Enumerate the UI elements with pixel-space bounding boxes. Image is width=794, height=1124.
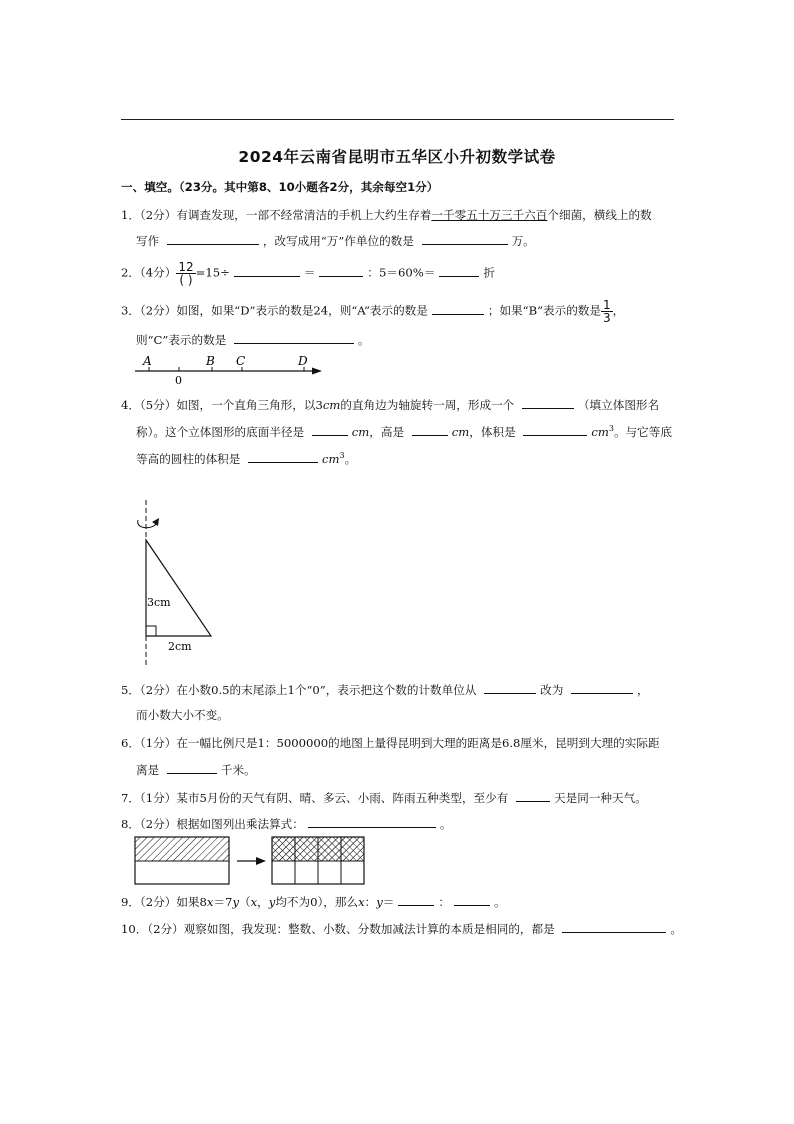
q1-unit: 万。 bbox=[511, 234, 535, 248]
unit-cube-exp: 3 bbox=[608, 424, 614, 433]
answer-blank[interactable] bbox=[248, 450, 318, 463]
q4-text-7: 。与它等底 bbox=[613, 424, 672, 439]
answer-blank[interactable] bbox=[308, 815, 436, 828]
q8-period: 。 bbox=[439, 817, 452, 831]
q4-text-2: 的直角边为轴旋转一周，形成一个 bbox=[340, 398, 515, 412]
multiplication-figure bbox=[134, 836, 374, 886]
answer-blank[interactable] bbox=[523, 423, 587, 436]
q9-text-3: （ bbox=[239, 895, 251, 909]
q9-colon-2: ： bbox=[438, 895, 450, 909]
q7-text: 7．（1分）某市5月份的天气有阴、晴、多云、小雨、阵雨五种类型，至少有 bbox=[121, 791, 509, 805]
answer-blank[interactable] bbox=[234, 264, 300, 277]
answer-blank[interactable] bbox=[454, 893, 490, 906]
q8-text: 8．（2分）根据如图列出乘法算式： bbox=[121, 817, 304, 831]
page-title: 2024年云南省昆明市五华区小升初数学试卷 bbox=[238, 148, 556, 166]
q2-text: =15÷ bbox=[195, 265, 230, 280]
q1-text-3: ，改写成用“万”作单位的数是 bbox=[262, 234, 414, 248]
question-1-line-2 bbox=[136, 232, 535, 249]
q5-comma: ， bbox=[637, 683, 649, 697]
answer-blank[interactable] bbox=[439, 264, 479, 277]
q4-text-4: 称）。这个立体图形的底面半径是 bbox=[136, 424, 305, 439]
right-arrow-icon bbox=[256, 857, 266, 865]
label-3cm: 3cm bbox=[147, 596, 171, 609]
question-5-line-1 bbox=[121, 681, 649, 698]
label-b: B bbox=[206, 354, 215, 368]
answer-blank[interactable] bbox=[398, 893, 434, 906]
question-6-line-2 bbox=[136, 761, 256, 778]
unit-cm: cm bbox=[322, 398, 341, 412]
answer-blank[interactable] bbox=[234, 331, 354, 344]
question-10 bbox=[121, 920, 682, 937]
q4-period: 。 bbox=[344, 451, 357, 466]
q4-text-5: ，高是 bbox=[369, 424, 405, 439]
unit-cm: cm bbox=[451, 424, 470, 439]
q2-fraction bbox=[176, 261, 195, 286]
q2-unit: 折 bbox=[483, 265, 495, 280]
q3-comma: ， bbox=[612, 303, 625, 318]
q7-text-2: 天是同一种天气。 bbox=[554, 791, 647, 805]
unit-cm: cm bbox=[351, 424, 370, 439]
var-x: x bbox=[206, 895, 214, 909]
question-2 bbox=[121, 261, 495, 286]
q1-underlined-number: 一千零五十万三千六百 bbox=[431, 208, 548, 222]
number-line bbox=[130, 350, 330, 390]
q10-period: 。 bbox=[670, 922, 683, 936]
q9-text-2: ＝7 bbox=[213, 895, 233, 909]
var-y: y bbox=[268, 895, 276, 909]
answer-blank[interactable] bbox=[562, 920, 666, 933]
answer-blank[interactable] bbox=[571, 681, 633, 694]
question-4-line-3 bbox=[136, 448, 356, 467]
label-zero: 0 bbox=[175, 374, 182, 387]
q4-text: 4．（5分）如图，一个直角三角形，以3 bbox=[121, 398, 323, 412]
answer-blank[interactable] bbox=[412, 423, 448, 436]
var-y: y bbox=[232, 895, 239, 909]
q4-text-8: 等高的圆柱的体积是 bbox=[136, 451, 241, 466]
q1-text-2: 个细菌，横线上的数 bbox=[547, 208, 652, 222]
number-line-arrow bbox=[312, 368, 322, 375]
shaded-part bbox=[135, 837, 229, 861]
answer-blank[interactable] bbox=[167, 232, 259, 245]
q2-text-2: ：5＝60%＝ bbox=[367, 265, 436, 280]
question-5-line-2: 而小数大小不变。 bbox=[136, 708, 229, 722]
q5-text-2: 改为 bbox=[540, 683, 564, 697]
q2-numerator: 12 bbox=[178, 260, 194, 274]
q9-period: 。 bbox=[494, 895, 506, 909]
question-7 bbox=[121, 789, 647, 806]
q2-label: 2．（4分） bbox=[121, 265, 177, 280]
q4-text-3: （填立体图形名 bbox=[577, 398, 660, 412]
q3-text-3: 则“C”表示的数是 bbox=[136, 333, 227, 347]
q3-numerator: 1 bbox=[602, 298, 611, 312]
answer-blank[interactable] bbox=[312, 423, 348, 436]
q3-text: 3．（2分）如图，如果“D”表示的数是24，则“A”表示的数是 bbox=[121, 303, 428, 318]
answer-blank[interactable] bbox=[484, 681, 536, 694]
answer-blank[interactable] bbox=[319, 264, 363, 277]
label-c: C bbox=[236, 354, 246, 368]
right-triangle bbox=[146, 540, 211, 636]
q9-colon: ： bbox=[364, 895, 377, 909]
triangle-figure bbox=[125, 498, 225, 670]
q3-fraction bbox=[601, 299, 613, 324]
question-6-line-1: 6．（1分）在一幅比例尺是1：5000000的地图上量得昆明到大理的距离是6.8厘米，昆明到大理的实际距 bbox=[121, 736, 660, 750]
question-3-line-1 bbox=[121, 299, 624, 324]
answer-blank[interactable] bbox=[516, 789, 550, 802]
q9-equals: ＝ bbox=[382, 895, 395, 909]
var-y: y bbox=[376, 895, 383, 909]
q1-write-label: 写作 bbox=[136, 234, 160, 248]
unit-cm: cm bbox=[591, 424, 609, 439]
q3-text-2: ；如果“B”表示的数是 bbox=[487, 303, 601, 318]
answer-blank[interactable] bbox=[522, 396, 574, 409]
q9-text: 9．（2分）如果8 bbox=[121, 895, 207, 909]
q3-denominator: 3 bbox=[602, 311, 611, 325]
label-a: A bbox=[143, 354, 152, 368]
right-angle-mark bbox=[146, 626, 156, 636]
q9-text-4: ， bbox=[257, 895, 269, 909]
question-1-line-1 bbox=[121, 207, 652, 223]
q2-equals: ＝ bbox=[303, 265, 316, 280]
q10-text: 10．（2分）观察如图，我发现：整数、小数、分数加减法计算的本质是相同的，都是 bbox=[121, 922, 555, 936]
unit-cube-exp: 3 bbox=[339, 451, 345, 460]
q6-unit: 千米。 bbox=[220, 763, 256, 777]
question-4-line-1 bbox=[121, 396, 659, 413]
section-heading: 一、填空。（23分。其中第8、10小题各2分，其余每空1分） bbox=[121, 180, 439, 194]
q9-text-5: 均不为0），那么 bbox=[275, 895, 359, 909]
q3-period: 。 bbox=[357, 333, 370, 347]
label-d: D bbox=[298, 354, 308, 368]
q6-text: 离是 bbox=[136, 763, 160, 777]
var-x: x bbox=[358, 895, 365, 909]
question-4-line-2 bbox=[136, 421, 672, 440]
answer-blank[interactable] bbox=[167, 761, 217, 774]
q1-text: 1．（2分）有调查发现，一部不经常清洁的手机上大约生存着 bbox=[121, 208, 432, 222]
answer-blank[interactable] bbox=[432, 302, 484, 315]
q4-text-6: ，体积是 bbox=[469, 424, 516, 439]
var-x: x bbox=[250, 895, 258, 909]
question-8 bbox=[121, 815, 451, 832]
header-rule bbox=[121, 119, 674, 120]
question-3-line-2 bbox=[136, 331, 370, 348]
q5-text: 5．（2分）在小数0.5的末尾添上1个“0”，表示把这个数的计数单位从 bbox=[121, 683, 477, 697]
answer-blank[interactable] bbox=[422, 232, 508, 245]
question-9 bbox=[121, 893, 506, 910]
label-2cm: 2cm bbox=[168, 640, 192, 653]
unit-cm: cm bbox=[322, 451, 340, 466]
q2-denominator: ( ) bbox=[179, 273, 193, 287]
